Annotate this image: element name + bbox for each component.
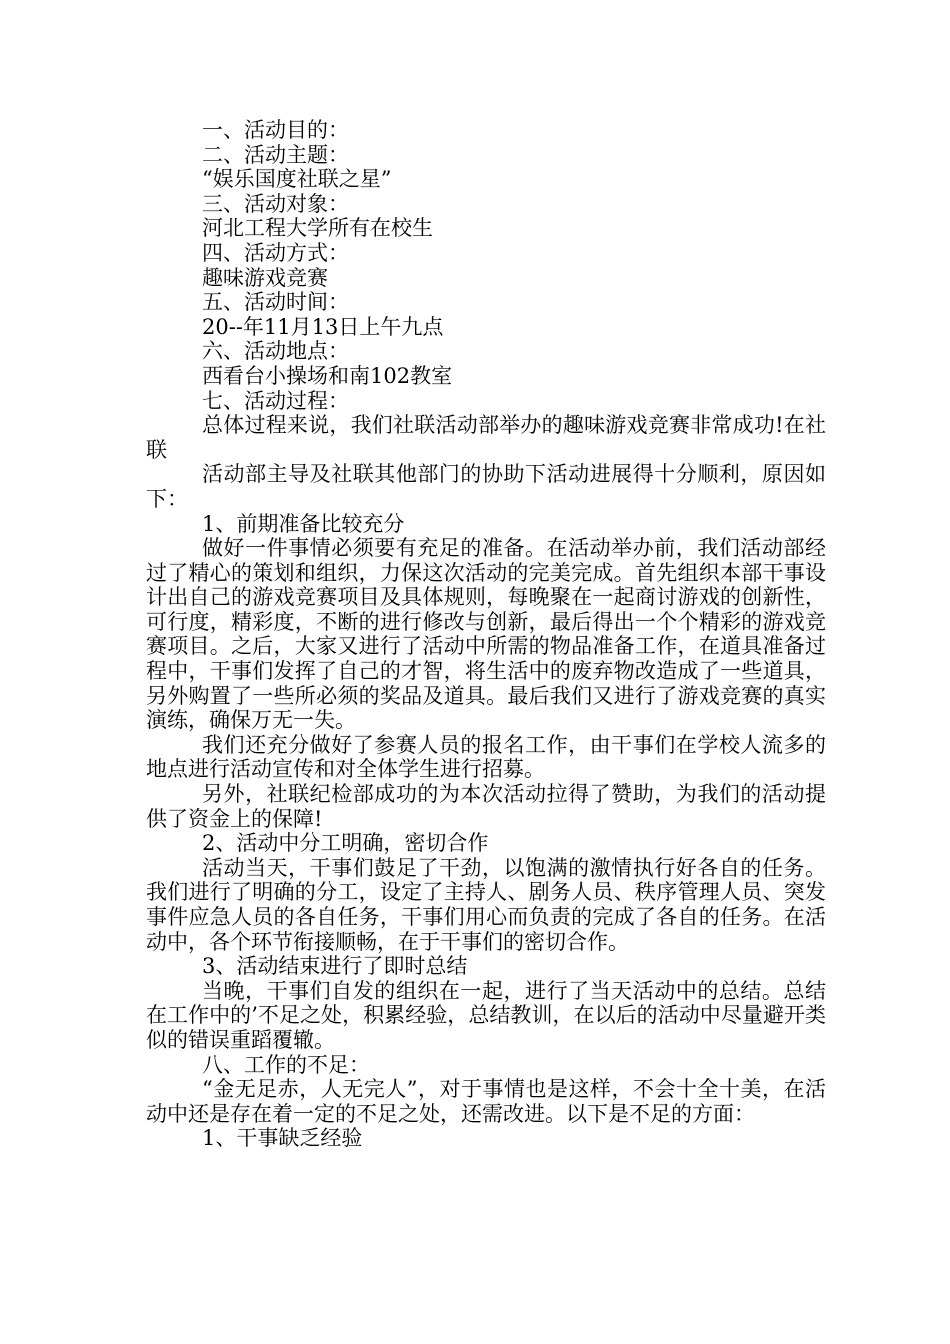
subheading-preparation: 1、前期准备比较充分 [202,511,405,536]
heading-process: 七、活动过程： [202,388,349,413]
heading-theme: 二、活动主题： [202,142,349,167]
audience-text: 河北工程大学所有在校生 [202,216,433,241]
document-body [146,118,826,1151]
method-text: 趣味游戏竞赛 [202,265,328,290]
paragraph-registration: 我们还充分做好了参赛人员的报名工作，由干事们在学校人流多的地点进行活动宣传和对全体学生进行招募。 [146,732,826,782]
subheading-inexperience: 1、干事缺乏经验 [202,1126,363,1151]
theme-text: “娱乐国度社联之星” [202,167,392,192]
paragraph-preparation: 做好一件事情必须要有充足的准备。在活动举办前，我们活动部经过了精心的策划和组织，力保这次活动的完美完成。首先组织本部干事设计出自己的游戏竞赛项目及具体规则，每晚聚在一起商讨游戏的创新性，可行度，精彩度，不断的进行修改与创新，最后得出一个个精彩的游戏竞赛项目。之后，大家又进行了活动中所需的物品准备工作，在道具准备过程中，干事们发挥了自己的才智，将生活中的废弃物改造成了一些道具，另外购置了一些所必须的奖品及道具。最后我们又进行了游戏竞赛的真实演练，确保万无一失。 [146,536,826,733]
paragraph-overall: 总体过程来说，我们社联活动部举办的趣味游戏竞赛非常成功!在社联 [146,413,826,462]
heading-shortcomings: 八、工作的不足： [202,1052,370,1077]
paragraph-sponsorship: 另外，社联纪检部成功的为本次活动拉得了赞助，为我们的活动提供了资金上的保障! [146,782,826,831]
heading-purpose: 一、活动目的： [202,118,349,142]
location-text: 西看台小操场和南102教室 [202,363,453,388]
paragraph-shortcomings: “金无足赤，人无完人”，对于事情也是这样，不会十全十美，在活动中还是存在着一定的不足之处，还需改进。以下是不足的方面： [146,1077,826,1126]
heading-audience: 三、活动对象： [202,191,349,216]
paragraph-division: 活动当天，干事们鼓足了干劲，以饱满的激情执行好各自的任务。我们进行了明确的分工，设定了主持人、剧务人员、秩序管理人员、突发事件应急人员的各自任务，干事们用心而负责的完成了各自的任务。在活动中，各个环节衔接顺畅，在于干事们的密切合作。 [146,855,826,954]
heading-location: 六、活动地点： [202,339,349,364]
subheading-division: 2、活动中分工明确，密切合作 [202,831,489,856]
paragraph-summary: 当晚，干事们自发的组织在一起，进行了当天活动中的总结。总结在工作中的’不足之处，积累经验，总结教训，在以后的活动中尽量避开类似的错误重蹈覆辙。 [146,978,826,1052]
heading-method: 四、活动方式： [202,240,349,265]
paragraph-reasons: 活动部主导及社联其他部门的协助下活动进展得十分顺利，原因如下： [146,462,826,511]
subheading-summary: 3、活动结束进行了即时总结 [202,954,468,979]
time-text: 20--年11月13日上午九点 [202,314,444,339]
heading-time: 五、活动时间： [202,290,349,315]
